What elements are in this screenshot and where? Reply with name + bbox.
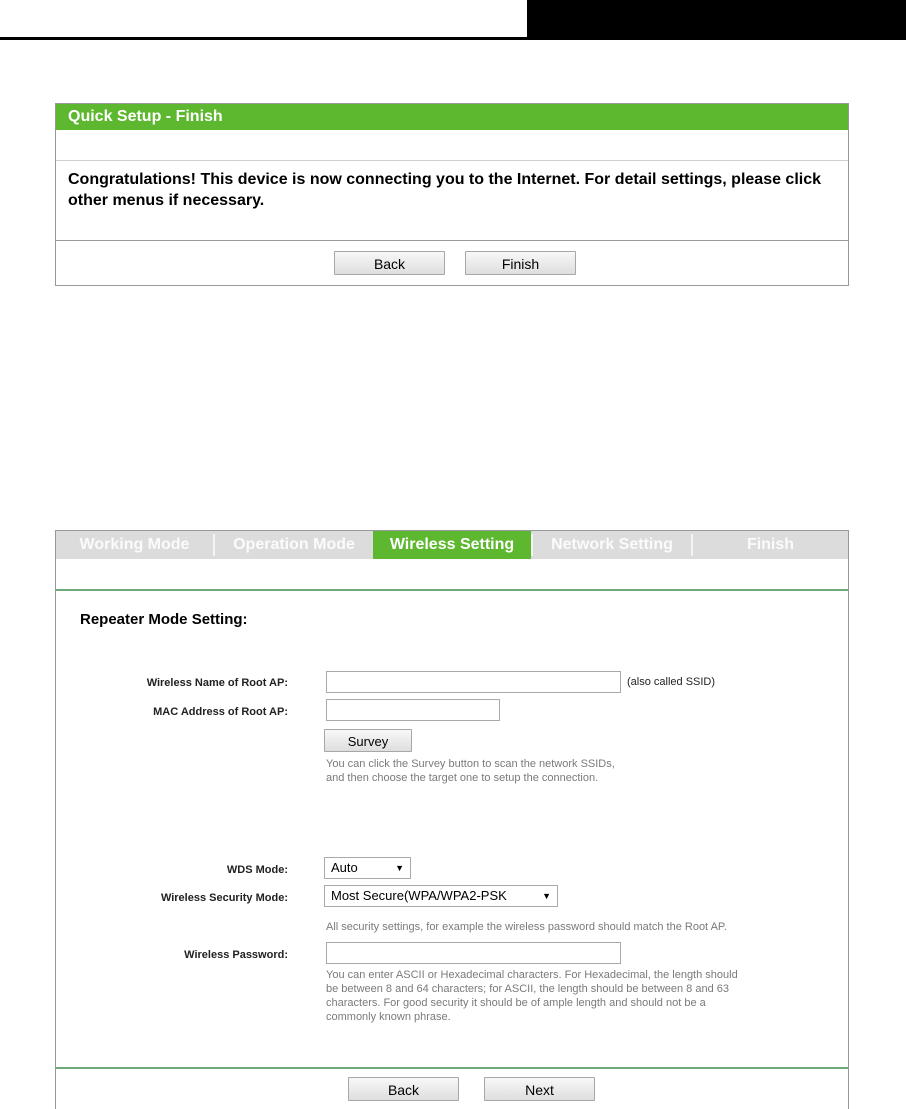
ssid-input[interactable] xyxy=(326,671,621,693)
ssid-note: (also called SSID) xyxy=(627,676,716,688)
security-mode-select[interactable] xyxy=(324,885,558,907)
wds-mode-label: WDS Mode: xyxy=(226,864,288,876)
password-hint-line1: You can enter ASCII or Hexadecimal characters. For Hexadecimal, the length should xyxy=(326,969,738,981)
section-title: Repeater Mode Setting: xyxy=(80,611,248,628)
mac-label: MAC Address of Root AP: xyxy=(153,706,288,718)
wds-mode-select[interactable] xyxy=(324,857,411,879)
mac-address-input[interactable] xyxy=(326,699,500,721)
bottom-separator xyxy=(56,1067,848,1069)
document-header-block xyxy=(527,0,906,40)
tab-wireless-setting[interactable]: Wireless Setting xyxy=(373,531,531,559)
survey-button[interactable]: Survey xyxy=(324,729,412,752)
wireless-setting-panel xyxy=(55,530,849,1109)
security-hint: All security settings, for example the wireless password should match the Root AP. xyxy=(326,921,727,933)
survey-hint-line2: and then choose the target one to setup the connection. xyxy=(326,772,599,784)
panel-title: Quick Setup - Finish xyxy=(56,104,848,130)
tab-network-setting[interactable]: Network Setting xyxy=(533,531,691,559)
password-hint-line2: be between 8 and 64 characters; for ASCII, the length should be between 8 and 63 xyxy=(326,983,730,995)
security-mode-value: Most Secure(WPA/WPA2-PSK xyxy=(331,888,507,903)
congratulations-message: Congratulations! This device is now connecting you to the Internet. For detail settings, please click other menus if necessary. xyxy=(56,161,848,241)
password-hint-line3: characters. For good security it should be of ample length and should not be a xyxy=(326,997,706,1009)
ssid-label: Wireless Name of Root AP: xyxy=(146,677,288,689)
button-row xyxy=(56,241,848,286)
quick-setup-finish-panel xyxy=(55,103,849,286)
next-button[interactable]: Next xyxy=(484,1077,595,1101)
wizard-tabs xyxy=(56,531,848,559)
wds-mode-value: Auto xyxy=(331,860,358,875)
finish-button[interactable]: Finish xyxy=(465,251,576,275)
back-button[interactable]: Back xyxy=(334,251,445,275)
panel-spacer xyxy=(56,130,848,161)
dropdown-arrow-icon: ▼ xyxy=(395,863,404,873)
password-hint-line4: commonly known phrase. xyxy=(326,1011,451,1023)
tab-working-mode[interactable]: Working Mode xyxy=(56,531,213,559)
tab-operation-mode[interactable]: Operation Mode xyxy=(215,531,373,559)
tab-finish[interactable]: Finish xyxy=(693,531,848,559)
back-button[interactable]: Back xyxy=(348,1077,459,1101)
wireless-password-input[interactable] xyxy=(326,942,621,964)
survey-hint-line1: You can click the Survey button to scan the network SSIDs, xyxy=(326,758,615,770)
dropdown-arrow-icon: ▼ xyxy=(542,891,551,901)
password-label: Wireless Password: xyxy=(184,949,288,961)
tab-sub-strip xyxy=(56,559,848,591)
security-mode-label: Wireless Security Mode: xyxy=(160,892,288,904)
